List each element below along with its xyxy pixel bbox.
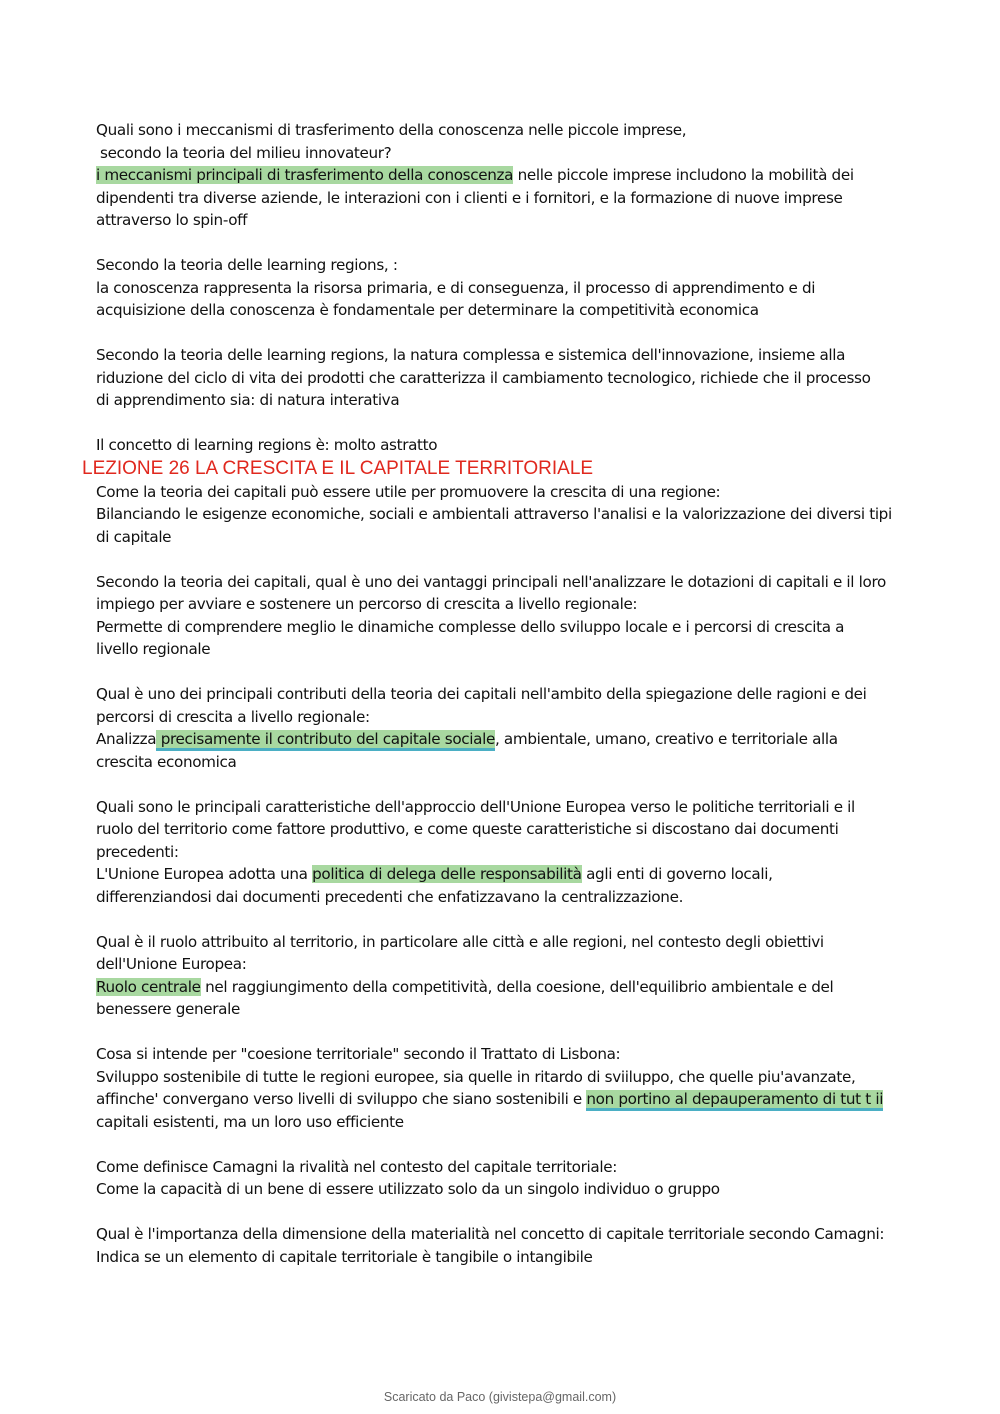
question-text: secondo la teoria del milieu innovateur? — [100, 143, 392, 162]
question-text: Secondo la teoria delle learning regions, : — [96, 256, 398, 274]
highlighted-text: i meccanismi principali di trasferimento della conoscenza — [96, 166, 514, 184]
question-text: dell'Unione Europea: — [96, 955, 247, 973]
answer-text-fragment: , ambientale, umano, creativo e territoriale alla — [494, 730, 838, 748]
answer-text: Sviluppo sostenibile di tutte le regioni europee, sia quelle in ritardo di sviiluppo, che quelle piu'avanzate, — [96, 1067, 856, 1086]
answer-text-fragment: L'Unione Europea adotta una — [96, 865, 313, 883]
question-text: Qual è l'importanza della dimensione della materialità nel concetto di capitale territoriale secondo Camagni: — [96, 1225, 885, 1243]
answer-text: crescita economica — [96, 752, 237, 771]
answer-text — [96, 164, 926, 187]
answer-text-fragment: Analizza — [96, 730, 157, 748]
answer-text-fragment: agli enti di governo locali, — [581, 865, 773, 883]
highlighted-text: Ruolo centrale — [96, 977, 201, 996]
answer-text-fragment: nelle piccole imprese includono la mobilità dei — [513, 166, 854, 184]
answer-text — [96, 1088, 926, 1111]
question-text: Quali sono le principali caratteristiche dell'approccio dell'Unione Europea verso le politiche territoriali e il — [96, 797, 855, 816]
question-text: Come la teoria dei capitali può essere utile per promuovere la crescita di una regione: — [96, 482, 721, 501]
question-text: percorsi di crescita a livello regionale: — [96, 707, 370, 726]
answer-text: di apprendimento sia: di natura interativa — [96, 391, 400, 409]
highlighted-text: politica di delega delle responsabilità — [312, 865, 582, 883]
page-footer: Scaricato da Paco (givistepa@gmail.com) — [383, 1390, 617, 1404]
answer-text: capitali esistenti, ma un loro uso efficiente — [96, 1112, 404, 1131]
question-text: Come definisce Camagni la rivalità nel contesto del capitale territoriale: — [96, 1157, 617, 1176]
answer-text: livello regionale — [96, 640, 211, 658]
question-text: Quali sono i meccanismi di trasferimento della conoscenza nelle piccole imprese, — [96, 121, 687, 139]
answer-text: di capitale — [96, 527, 172, 546]
answer-text: differenziandosi dai documenti precedenti che enfatizzavano la centralizzazione. — [96, 887, 684, 906]
answer-text — [96, 976, 926, 999]
answer-text: dipendenti tra diverse aziende, le interazioni con i clienti e i fornitori, e la formazione di nuove imprese — [96, 188, 843, 207]
answer-text-fragment: affinche' convergano verso livelli di sviluppo che siano sostenibili e — [96, 1090, 587, 1108]
highlighted-text: precisamente il contributo del capitale sociale — [156, 730, 495, 751]
question-text: Cosa si intende per "coesione territoriale" secondo il Trattato di Lisbona: — [96, 1045, 621, 1063]
question-text: precedenti: — [96, 842, 179, 861]
question-text: riduzione del ciclo di vita dei prodotti che caratterizza il cambiamento tecnologico, richiede che il processo — [96, 368, 871, 387]
answer-text: benessere generale — [96, 1000, 240, 1018]
question-text: Il concetto di learning regions è: molto astratto — [96, 436, 438, 454]
answer-text: la conoscenza rappresenta la risorsa primaria, e di conseguenza, il processo di apprendimento e di — [96, 278, 816, 297]
answer-text: attraverso lo spin-off — [96, 211, 248, 229]
answer-text-fragment: nel raggiungimento della competitività, della coesione, dell'equilibrio ambientale e del — [200, 977, 834, 996]
answer-text — [96, 728, 926, 751]
question-text: impiego per avviare e sostenere un percorso di crescita a livello regionale: — [96, 595, 638, 613]
question-text: Qual è uno dei principali contributi della teoria dei capitali nell'ambito della spiegazione delle ragioni e dei — [96, 685, 867, 703]
question-text: Secondo la teoria dei capitali, qual è uno dei vantaggi principali nell'analizzare le dotazioni di capitali e il loro — [96, 572, 886, 591]
question-text: Qual è il ruolo attribuito al territorio, in particolare alle città e alle regioni, nel contesto degli obiettivi — [96, 932, 824, 951]
answer-text — [96, 863, 926, 886]
question-text: ruolo del territorio come fattore produttivo, e come queste caratteristiche si discostano dai documenti — [96, 820, 839, 838]
section-heading: LEZIONE 26 LA CRESCITA E IL CAPITALE TERRITORIALE — [82, 457, 594, 479]
answer-text: Bilanciando le esigenze economiche, sociali e ambientali attraverso l'analisi e la valorizzazione dei diversi tipi — [96, 505, 892, 523]
document-body — [82, 119, 926, 1268]
answer-text: acquisizione della conoscenza è fondamentale per determinare la competitività economica — [96, 301, 759, 319]
answer-text: Permette di comprendere meglio le dinamiche complesse dello sviluppo locale e i percorsi di crescita a — [96, 617, 845, 636]
answer-text: Come la capacità di un bene di essere utilizzato solo da un singolo individuo o gruppo — [96, 1180, 720, 1198]
question-text: Secondo la teoria delle learning regions, la natura complessa e sistemica dell'innovazione, insieme alla — [96, 346, 846, 364]
answer-text: Indica se un elemento di capitale territoriale è tangibile o intangibile — [96, 1247, 593, 1266]
highlighted-text: non portino al depauperamento di tut t ii — [586, 1090, 883, 1111]
